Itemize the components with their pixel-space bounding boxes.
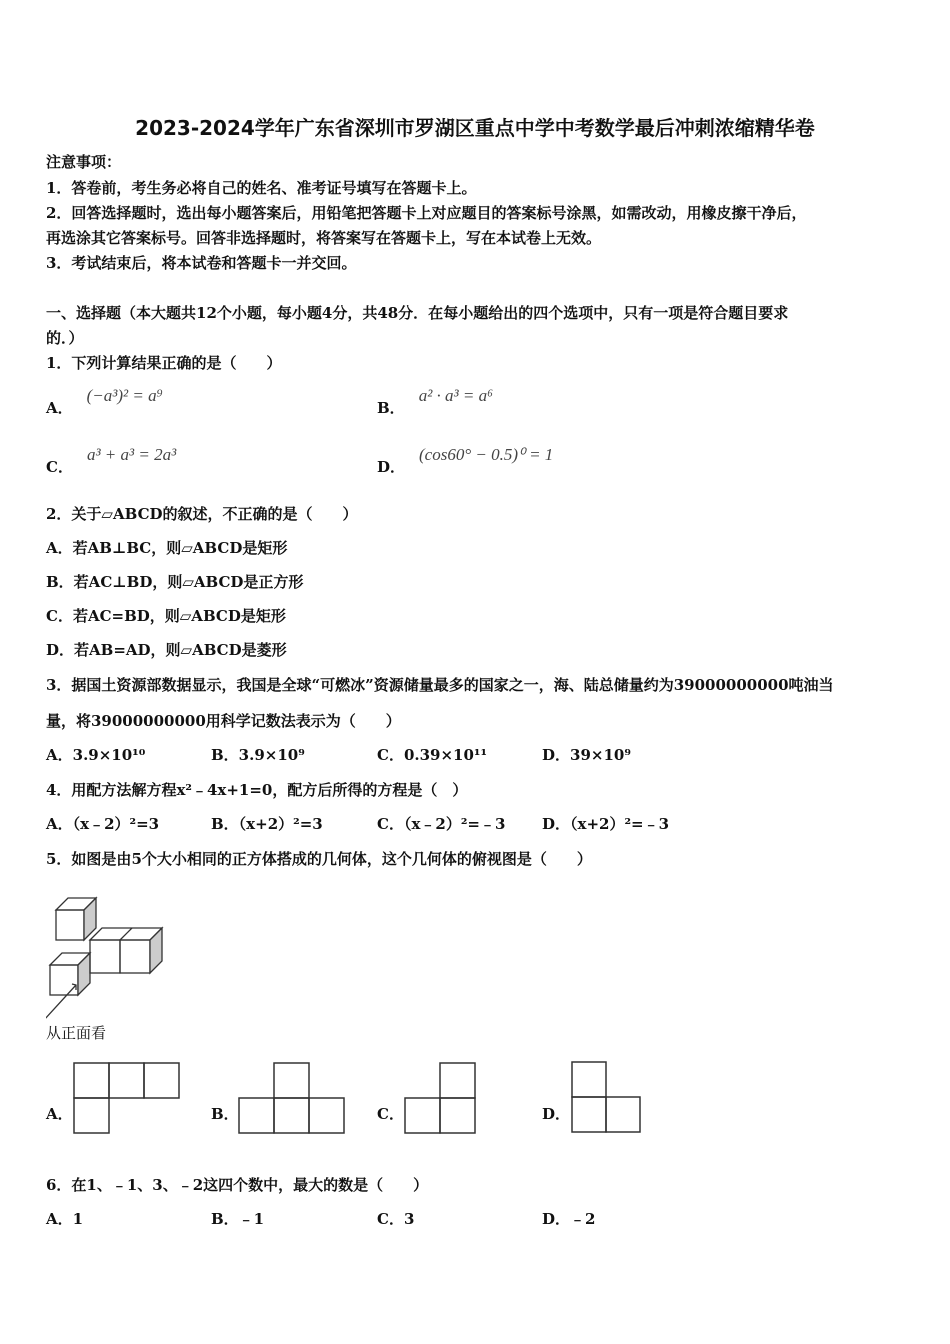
question-6-stem: 6．在1、﹣1、3、﹣2这四个数中，最大的数是（ ） <box>46 1176 429 1194</box>
q4-option-d: D．（x+2）²=﹣3 <box>542 815 670 833</box>
question-4-stem: 4．用配方法解方程x²﹣4x+1=0，配方后所得的方程是（ ） <box>46 781 468 799</box>
q2-option: B．若AC⊥BD，则▱ABCD是正方形 <box>46 573 304 591</box>
question-2-stem: 2．关于▱ABCD的叙述，不正确的是（ ） <box>46 505 358 523</box>
option-formula: (−a³)² = a⁹ <box>86 386 163 405</box>
option-label: B． <box>377 399 405 417</box>
q5-option-b-figure <box>238 1062 348 1136</box>
q4-option-c: C．（x﹣2）²=﹣3 <box>377 815 506 833</box>
q1-option-b <box>377 386 494 418</box>
q6-option-a: A．1 <box>46 1210 84 1228</box>
option-formula: a³ + a³ = 2a³ <box>86 445 177 464</box>
notice-item: 1．答卷前，考生务必将自己的姓名、准考证号填写在答题卡上。 <box>46 179 477 197</box>
q4-option-b: B．（x+2）²=3 <box>211 815 323 833</box>
cube-stack-figure <box>46 888 186 1023</box>
option-label: D． <box>377 458 406 476</box>
notice-item: 再选涂其它答案标号。回答非选择题时，将答案写在答题卡上，写在本试卷上无效。 <box>46 229 602 247</box>
q2-option: D．若AB=AD，则▱ABCD是菱形 <box>46 641 287 659</box>
q5-option-a-label: A． <box>46 1105 73 1123</box>
q5-option-a-figure <box>73 1062 183 1136</box>
q4-option-a: A．（x﹣2）²=3 <box>46 815 160 833</box>
q5-option-c-figure <box>404 1062 480 1136</box>
question-1-stem: 1．下列计算结果正确的是（ ） <box>46 354 282 372</box>
q1-option-c <box>46 445 177 477</box>
option-label: C． <box>46 458 73 476</box>
q3-option-d: D．39×10⁹ <box>542 746 631 764</box>
q3-option-c: C．0.39×10¹¹ <box>377 746 488 764</box>
question-3-stem: 量，将39000000000用科学记数法表示为（ ） <box>46 712 401 730</box>
q6-option-c: C．3 <box>377 1210 415 1228</box>
q1-option-a <box>46 386 163 418</box>
option-label: A． <box>46 399 73 417</box>
section-heading: 一、选择题（本大题共12个小题，每小题4分，共48分．在每小题给出的四个选项中，只有一项是符合题目要求 <box>46 304 789 322</box>
option-formula: a² · a³ = a⁶ <box>418 386 494 405</box>
page-title: 2023-2024学年广东省深圳市罗湖区重点中学中考数学最后冲刺浓缩精华卷 <box>135 116 815 140</box>
q6-option-d: D．﹣2 <box>542 1210 596 1228</box>
q1-option-d <box>377 445 554 477</box>
notice-item: 2．回答选择题时，选出每小题答案后，用铅笔把答题卡上对应题目的答案标号涂黑，如需改动，用橡皮擦干净后， <box>46 204 807 222</box>
q5-option-b-label: B． <box>211 1105 239 1123</box>
question-5-stem: 5．如图是由5个大小相同的正方体搭成的几何体，这个几何体的俯视图是（ ） <box>46 850 592 868</box>
q2-option: A．若AB⊥BC，则▱ABCD是矩形 <box>46 539 288 557</box>
q5-option-d-figure <box>570 1060 646 1136</box>
notice-heading: 注意事项： <box>46 153 122 171</box>
notice-item: 3．考试结束后，将本试卷和答题卡一并交回。 <box>46 254 357 272</box>
q3-option-a: A．3.9×10¹⁰ <box>46 746 146 764</box>
q2-option: C．若AC=BD，则▱ABCD是矩形 <box>46 607 286 625</box>
q6-option-b: B．﹣1 <box>211 1210 265 1228</box>
question-3-stem: 3．据国土资源部数据显示，我国是全球“可燃冰”资源储量最多的国家之一，海、陆总储量约为39000000000吨油当 <box>46 676 834 694</box>
figure-caption: 从正面看 <box>46 1024 107 1042</box>
section-heading: 的．） <box>46 329 84 347</box>
q3-option-b: B．3.9×10⁹ <box>211 746 305 764</box>
q5-option-d-label: D． <box>542 1105 571 1123</box>
q5-option-c-label: C． <box>377 1105 404 1123</box>
option-formula: (cos60° − 0.5)⁰ = 1 <box>419 445 554 464</box>
